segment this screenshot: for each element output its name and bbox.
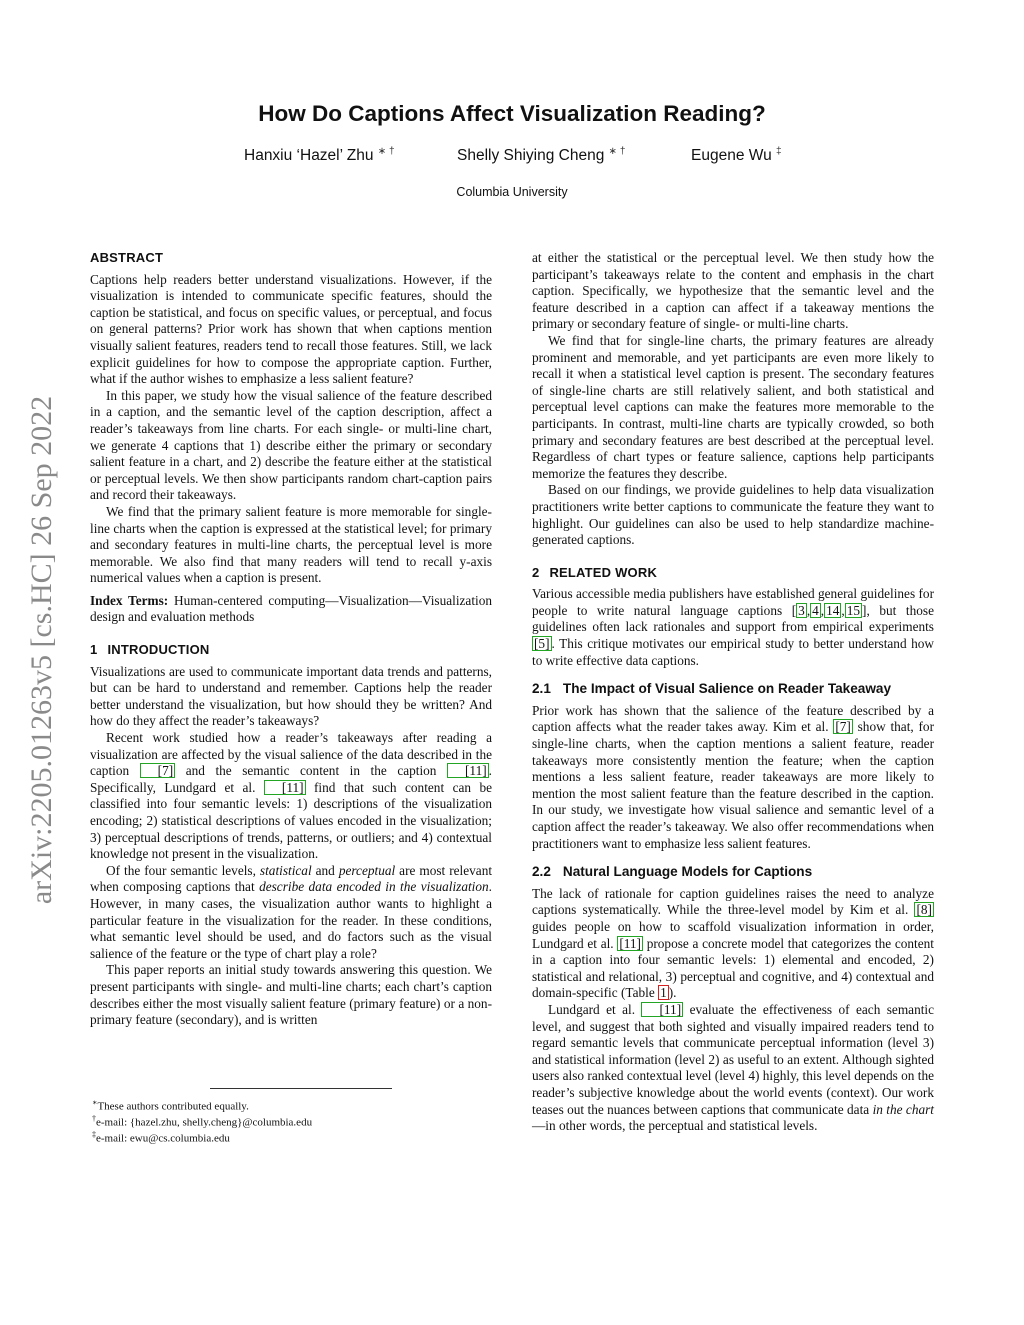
citation-link[interactable]: 14 (826, 602, 840, 618)
arxiv-stamp: arXiv:2205.01263v5 [cs.HC] 26 Sep 2022 (25, 395, 58, 905)
footnote-rule (210, 1088, 392, 1089)
abstract-heading: ABSTRACT (90, 250, 164, 265)
text: Recent work studied how a reader’s takeaways after reading a visualization are affected by the visual salience of the data described in the caption (90, 730, 492, 779)
author-name: Hanxiu ‘Hazel’ Zhu (244, 147, 374, 165)
affiliation: Columbia University (456, 185, 568, 199)
text: and the semantic content in the caption (185, 763, 437, 779)
text: . However, in many cases, the visualization author wants to highlight a particular feature in the visualization for the reader. In these conditions, what semantic level should be used, and do factors such as the visual salience of the feature or the type of chart play a role? (90, 879, 492, 961)
text: —in other words, the perceptual and statistical levels. (532, 1118, 818, 1134)
section-number: 1 (90, 642, 98, 658)
emphasis: describe data encoded in the visualization (259, 879, 489, 895)
section-title: INTRODUCTION (107, 642, 210, 658)
citation-link[interactable]: 3 (798, 602, 805, 618)
index-terms (90, 593, 492, 626)
citation-link[interactable]: 15 (846, 602, 861, 618)
subsection-title: The Impact of Visual Salience on Reader Takeaway (562, 681, 892, 697)
table-reference-link[interactable]: 1 (660, 985, 667, 1001)
index-terms-text: Human-centered computing—Visualization—Visualization design and evaluation methods (90, 592, 493, 625)
subsection-heading (532, 681, 934, 698)
citation-link[interactable]: [11] (264, 780, 306, 795)
author-2 (457, 146, 625, 165)
text: ). (668, 985, 677, 1001)
footnote-text: These authors contributed equally. (97, 1100, 249, 1113)
text: guides people on how to scaffold visualization information in order, Lundgard et al. (532, 918, 934, 951)
footnote-text: e-mail: ewu@cs.columbia.edu (96, 1132, 230, 1145)
intro-paragraph: at either the statistical or the perceptual level. We then study how the participant’s takeaways relate to the content and emphasis in the chart caption. Specifically, we hypothesize that the semantic level and the feature described in a caption can affect if a takeaway mentions the primary or secondary feature of single- or multi-line charts. (532, 250, 934, 332)
section-number: 2 (532, 564, 540, 580)
intro-paragraph (90, 730, 492, 863)
footnote-mark: † (92, 1114, 96, 1123)
intro-paragraph (90, 863, 492, 963)
text: Of the four semantic levels, (106, 862, 256, 878)
footnote (92, 1128, 230, 1146)
related-heading (532, 565, 934, 582)
text: . Specifically, Lundgard et al. (90, 763, 492, 795)
author-marks: ‡ (776, 146, 782, 157)
related-paragraph (532, 1002, 934, 1135)
abstract-paragraph: In this paper, we study how the visual salience of the feature described in a caption, and the semantic level of the caption description, affect a reader’s takeaways from line charts. For each single- or multi-line chart, we generate 4 captions that 1) describe either the primary or secondary salient feature in a chart, and 2) describe the feature either at the statistical or perceptual levels. We then show participants random chart-caption pairs and record their takeaways. (90, 387, 492, 503)
subsection-title: Natural Language Models for Captions (562, 864, 813, 880)
right-column (532, 250, 934, 1135)
text: show that, for single-line charts, when the caption mentions a salient feature, reader takeaways more consistently mention the feature; when the caption mentions a less salient feature, reader takeaways are more likely to mention the most salient feature than the feature described in the caption. In our study, we investigate how visual salience and semantic level of a caption affect the reader’s takeaway. We also offer recommendations when practitioners want to emphasize less salient features. (532, 719, 935, 851)
text: , but those guidelines often lack rationales and support from empirical experiments (532, 602, 934, 635)
abstract-paragraph: We find that the primary salient feature is more memorable for single-line charts when the caption is expressed at the statistical level; for primary and secondary features in multi-line charts, the perceptual level is more memorable. We also find that many readers will tend to recall y-axis numerical values when a caption is present. (90, 503, 492, 586)
footnote-text: e-mail: {hazel.zhu, shelly.cheng}@columbia.edu (96, 1116, 313, 1129)
emphasis: in the chart (872, 1101, 934, 1117)
citation-link[interactable]: [11] (641, 1002, 683, 1017)
emphasis: statistical (259, 862, 312, 878)
subsection-number: 2.1 (532, 681, 551, 697)
author-1 (244, 146, 395, 165)
citation-link[interactable]: [7] (140, 763, 176, 778)
author-name: Eugene Wu (691, 147, 772, 165)
author-marks: ∗ † (608, 146, 626, 157)
text: evaluate the effectiveness of each semantic level, and suggest that both sighted and visually impaired readers tend to regard semantic levels that communicate perceptual information (level 3) and statistical information (level 2) as useful to an extent. Although sighted users also ranked contextual level (level 4) highly, this level depends on the reader’s subjective knowledge about the world events (context). Our work teases out the nuances between captions that communicate data (532, 1001, 935, 1117)
text: Various accessible media publishers have established general guidelines for people to write natural language captions (532, 586, 934, 618)
intro-heading (90, 642, 492, 659)
citation-link[interactable]: [5] (534, 636, 550, 652)
footnote (92, 1096, 249, 1114)
text: Prior work has shown that the salience of the feature described by a caption affects what the reader takes away. Kim et al. (532, 702, 934, 735)
citation-link[interactable]: [11] (619, 935, 641, 951)
author-marks: ∗ † (377, 146, 395, 157)
abstract-paragraph: Captions help readers better understand visualizations. However, if the visualization is intended to communicate specific features, should the caption be statistical, and focus on specific values, or perceptual, and focus on general patterns? Prior work has shown that when captions mention visually salient features, readers tend to recall those features. Still, we lack explicit guidelines for how to compose the appropriate caption. Further, what if the author wishes to emphasize a less salient feature? (90, 271, 492, 387)
text: The lack of rationale for caption guidelines raises the need to analyze captions systematically. While the three-level model by Kim et al. (532, 885, 934, 918)
subsection-heading (532, 864, 934, 881)
subsection-number: 2.2 (532, 864, 551, 880)
citation-link[interactable]: [7] (835, 719, 851, 735)
related-paragraph: Various accessible media publishers have established general guidelines for people to write natural language captions [ 3 , 4 , 14 , 15 ], but those guidelines often lack rationales and support from empirical experiments [5] . This critique motivates our empirical study to better understand how to write effective data captions. (532, 586, 934, 668)
text: are most relevant when composing captions that (90, 862, 493, 895)
emphasis: perceptual (338, 862, 396, 878)
index-terms-label: Index Terms: (90, 592, 169, 608)
text: Lundgard et al. (548, 1001, 636, 1017)
text: . This critique motivates our empirical study to better understand how to write effective data captions. (532, 636, 934, 668)
intro-paragraph: We find that for single-line charts, the primary features are already prominent and memorable, and yet participants are even more likely to recall it when a statistical level caption is present. The secondary features of single-line charts are still relatively salient, and both statistical and perceptual level captions can make the features more memorable to the participants. In contrast, multi-line charts are typically crowded, so both primary and secondary features are best described at the perceptual level. Regardless of chart types or feature salience, captions help participants memorize the features they describe. (532, 332, 934, 481)
text: find that such content can be classified into four semantic levels: 1) descriptions of the visualization encoding; 2) statistical descriptions of values encoded in the visualization; 3) perceptual descriptions of trends, patterns, or outliers; and 4) contextual knowledge not present in the visualization. (90, 779, 492, 862)
citation-link[interactable]: [8] (916, 902, 932, 918)
intro-paragraph: Visualizations are used to communicate important data trends and patterns, but can be hard to understand and remember. Captions help the reader better understand the visualization, but how should they be written? And how do they affect the reader’s takeaways? (90, 663, 492, 729)
intro-paragraph: This paper reports an initial study towards answering this question. We present participants with single- and multi-line charts; each chart’s caption describes either the most visually salient feature (primary feature) or a non-primary feature (secondary), and is written (90, 962, 492, 1028)
text: propose a concrete model that categorizes the content in a caption into four semantic levels: 1) elemental and encoded, 2) statistical and relational, 3) perceptual and cognitive, and 4) contextual and domain-specific (Table (532, 935, 934, 1001)
author-name: Shelly Shiying Cheng (457, 147, 605, 165)
citation-link[interactable]: [11] (447, 763, 489, 778)
footnote (92, 1112, 312, 1130)
section-title: RELATED WORK (549, 564, 658, 580)
author-3 (691, 146, 782, 165)
paper-title: How Do Captions Affect Visualization Reading? (258, 101, 766, 126)
text: and (315, 862, 335, 878)
intro-paragraph: Based on our findings, we provide guidelines to help data visualization practitioners write better captions to communicate the feature they want to highlight. Our guidelines can also be used to help standardize machine-generated captions. (532, 482, 934, 548)
footnote-mark: ‡ (92, 1130, 96, 1139)
left-column (90, 250, 492, 1029)
citation-link[interactable]: 4 (812, 602, 819, 618)
text: ] (862, 602, 867, 618)
related-paragraph (532, 703, 934, 852)
related-paragraph (532, 886, 934, 1002)
footnote-mark: ∗ (92, 1098, 98, 1107)
text: [ (791, 602, 797, 618)
